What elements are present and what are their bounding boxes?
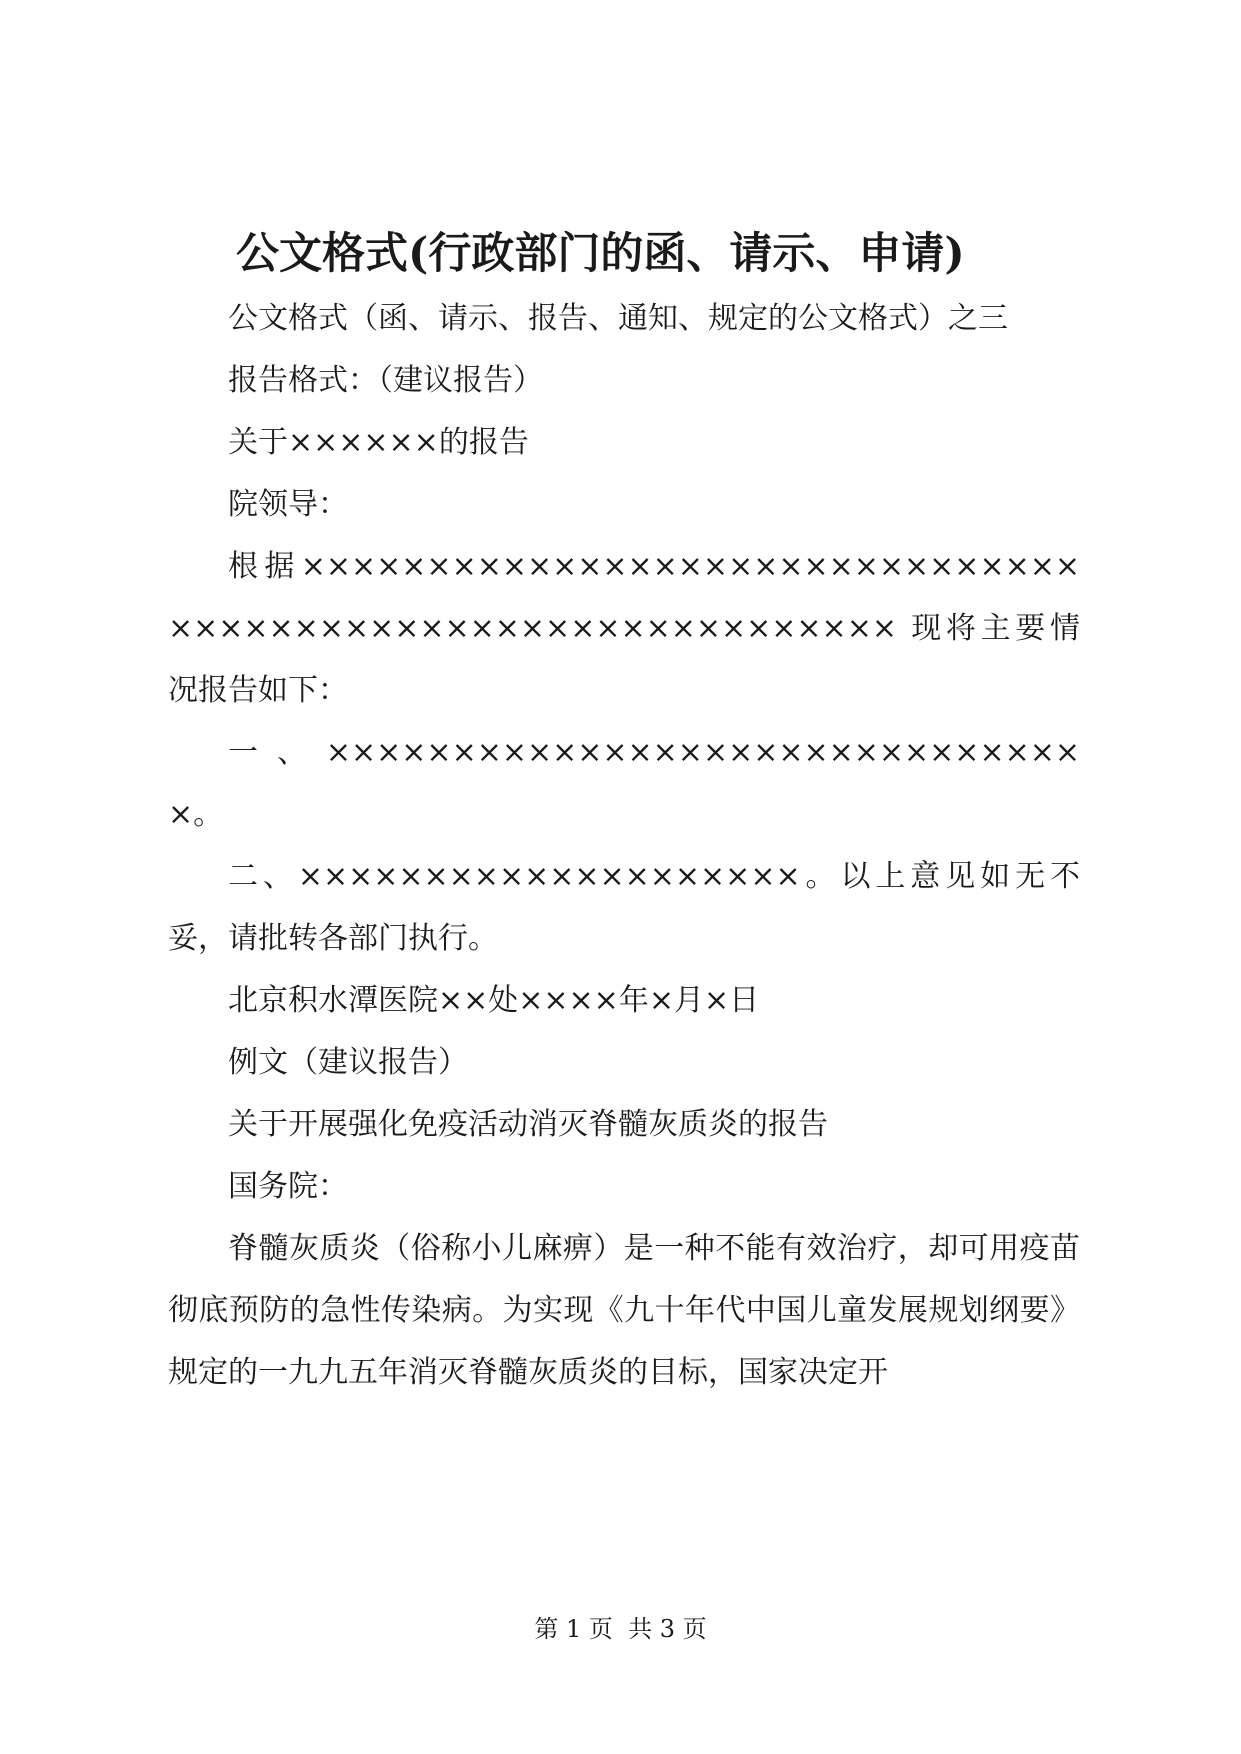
paragraph-report-format: 报告格式：（建议报告） xyxy=(228,363,543,398)
paragraph-example-label: 例文（建议报告） xyxy=(228,1045,468,1080)
document-title: 公文格式(行政部门的函、请示、申请) xyxy=(236,229,965,279)
paragraph-item-two: 二、××××××××××××××××××××。以上意见如无不妥，请批转各部门执行。 xyxy=(168,859,1080,956)
paragraph-example-body: 脊髓灰质炎（俗称小儿麻痹）是一种不能有效治疗，却可用疫苗彻底预防的急性传染病。为实现《九十年代中国儿童发展规划纲要》规定的一九九五年消灭脊髓灰质炎的目标，国家决定开 xyxy=(168,1231,1080,1390)
paragraph-example-salutation: 国务院： xyxy=(228,1169,348,1204)
paragraph-salutation: 院领导： xyxy=(228,487,348,522)
paragraph-item-one: 一、×××××××××××××××××××××××××××××××。 xyxy=(168,735,1080,832)
paragraph-example-heading: 关于开展强化免疫活动消灭脊髓灰质炎的报告 xyxy=(228,1107,828,1142)
paragraph-signature: 北京积水潭医院××处××××年×月×日 xyxy=(228,983,760,1018)
paragraph-report-heading: 关于××××××的报告 xyxy=(228,425,529,460)
document-body xyxy=(168,288,1080,1404)
paragraph-subtitle: 公文格式（函、请示、报告、通知、规定的公文格式）之三 xyxy=(228,301,1008,336)
page-number-footer: 第 1 页 共 3 页 xyxy=(534,1615,707,1643)
paragraph-basis: 根据×××××××××××××××××××××××××××××××××××××××××××××××××××××××××××× 现将主要情况报告如下： xyxy=(168,549,1080,708)
